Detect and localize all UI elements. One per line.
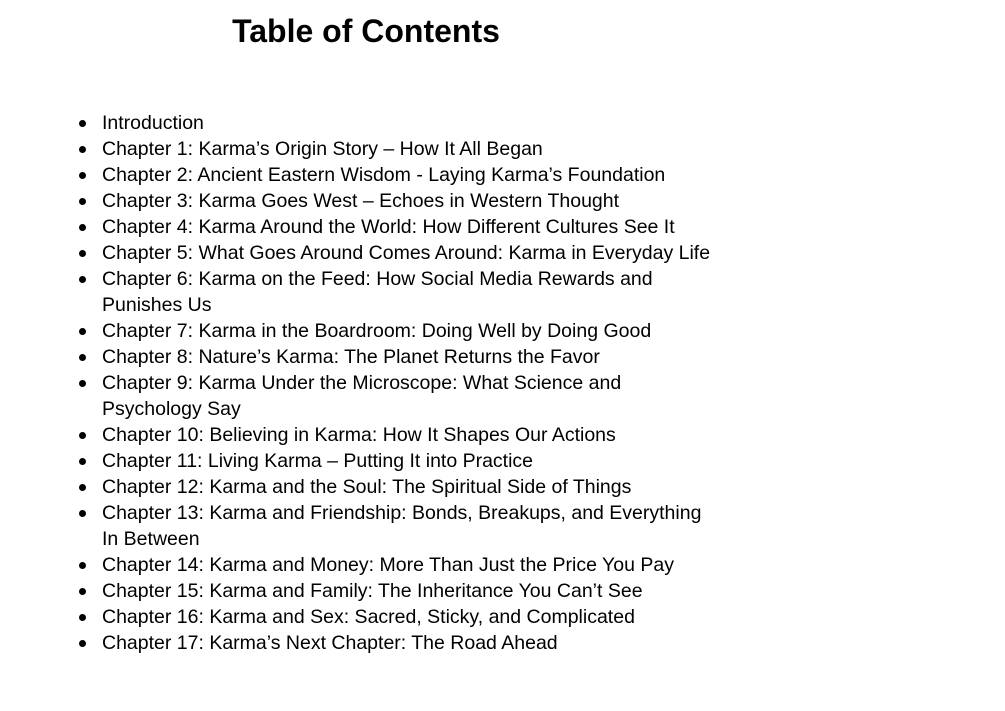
bullet-icon (79, 276, 86, 283)
bullet-icon (79, 640, 86, 647)
toc-item-chapter-7 (102, 318, 712, 344)
bullet-icon (79, 380, 86, 387)
toc-item-chapter-14 (102, 552, 712, 578)
bullet-icon (79, 588, 86, 595)
toc-item-chapter-17 (102, 630, 712, 656)
toc-item-chapter-13 (102, 500, 712, 552)
bullet-icon (79, 562, 86, 569)
bullet-icon (79, 198, 86, 205)
bullet-icon (79, 328, 86, 335)
toc-item-chapter-10 (102, 422, 712, 448)
page-title: Table of Contents (232, 13, 500, 49)
toc-item-chapter-12 (102, 474, 712, 500)
toc-item-label: Chapter 14: Karma and Money: More Than Just the Price You Pay (102, 554, 674, 576)
bullet-icon (79, 120, 86, 127)
toc-item-label: Chapter 5: What Goes Around Comes Around: Karma in Everyday Life (102, 242, 711, 264)
toc-item-label: Chapter 17: Karma’s Next Chapter: The Road Ahead (102, 632, 558, 654)
toc-item-label: Chapter 11: Living Karma – Putting It into Practice (102, 450, 534, 472)
toc-item-label: Chapter 1: Karma’s Origin Story – How It All Began (102, 138, 543, 160)
bullet-icon (79, 484, 86, 491)
toc-item-label: Introduction (102, 112, 204, 134)
toc-item-chapter-8 (102, 344, 712, 370)
toc-item-label: Chapter 7: Karma in the Boardroom: Doing Well by Doing Good (102, 320, 652, 342)
toc-item-label: Chapter 13: Karma and Friendship: Bonds, Breakups, and Everything In Between (102, 502, 702, 550)
toc-item-chapter-9 (102, 370, 712, 422)
toc-item-label: Chapter 15: Karma and Family: The Inheritance You Can’t See (102, 580, 643, 602)
toc-item-label: Chapter 3: Karma Goes West – Echoes in Western Thought (102, 190, 620, 212)
bullet-icon (79, 172, 86, 179)
bullet-icon (79, 146, 86, 153)
toc-item-label: Chapter 8: Nature’s Karma: The Planet Returns the Favor (102, 346, 600, 368)
bullet-icon (79, 224, 86, 231)
bullet-icon (79, 458, 86, 465)
toc-item-label: Chapter 2: Ancient Eastern Wisdom - Laying Karma’s Foundation (102, 164, 666, 186)
bullet-icon (79, 354, 86, 361)
toc-item-chapter-16 (102, 604, 712, 630)
toc-item-chapter-5 (102, 240, 712, 266)
toc-item-chapter-11 (102, 448, 712, 474)
toc-item-chapter-6 (102, 266, 712, 318)
toc-item-chapter-2 (102, 162, 712, 188)
bullet-icon (79, 510, 86, 517)
toc-item-chapter-1 (102, 136, 712, 162)
bullet-icon (79, 614, 86, 621)
toc-item-introduction (102, 110, 712, 136)
toc-item-label: Chapter 12: Karma and the Soul: The Spiritual Side of Things (102, 476, 632, 498)
bullet-icon (79, 432, 86, 439)
toc-item-chapter-15 (102, 578, 712, 604)
toc-item-label: Chapter 10: Believing in Karma: How It Shapes Our Actions (102, 424, 616, 446)
toc-list (102, 110, 712, 656)
toc-item-label: Chapter 6: Karma on the Feed: How Social Media Rewards and Punishes Us (102, 268, 653, 316)
toc-item-chapter-3 (102, 188, 712, 214)
bullet-icon (79, 250, 86, 257)
toc-item-label: Chapter 4: Karma Around the World: How Different Cultures See It (102, 216, 675, 238)
toc-item-label: Chapter 16: Karma and Sex: Sacred, Sticky, and Complicated (102, 606, 635, 628)
toc-item-label: Chapter 9: Karma Under the Microscope: What Science and Psychology Say (102, 372, 622, 420)
toc-item-chapter-4 (102, 214, 712, 240)
